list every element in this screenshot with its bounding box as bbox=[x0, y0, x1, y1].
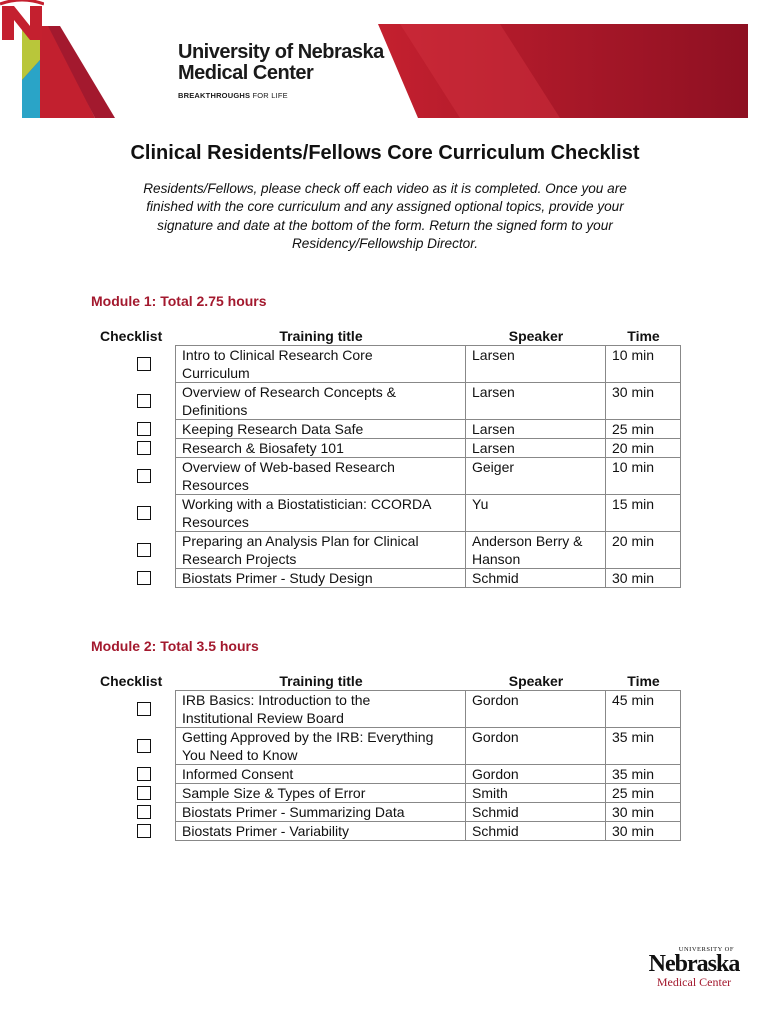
time-cell: 30 min bbox=[606, 803, 681, 822]
speaker-cell bbox=[466, 728, 606, 765]
speaker-cell bbox=[466, 765, 606, 784]
training-title-cell bbox=[176, 532, 466, 569]
speaker-cell bbox=[466, 495, 606, 532]
table-row bbox=[176, 532, 681, 569]
column-header-time: Time bbox=[627, 328, 660, 344]
column-header-time: Time bbox=[627, 673, 660, 689]
table-row bbox=[176, 458, 681, 495]
training-title-cell-line: You Need to Know bbox=[182, 747, 298, 763]
speaker-cell bbox=[466, 383, 606, 420]
speaker-cell-line: Larsen bbox=[472, 347, 515, 363]
time-cell: 20 min bbox=[606, 439, 681, 458]
module-2-table bbox=[175, 690, 681, 841]
training-title-cell-line: Institutional Review Board bbox=[182, 710, 344, 726]
speaker-cell-line: Gordon bbox=[472, 766, 519, 782]
table-row bbox=[176, 420, 681, 439]
logo-line-1: University of Nebraska bbox=[178, 41, 384, 63]
footer-logo-line-1: UNIVERSITY OF bbox=[678, 946, 734, 953]
speaker-cell-line: Smith bbox=[472, 785, 508, 801]
table-row bbox=[176, 691, 681, 728]
training-title-cell-line: Resources bbox=[182, 477, 249, 493]
table-row bbox=[176, 765, 681, 784]
speaker-cell-line: Schmid bbox=[472, 570, 519, 586]
completion-checkbox[interactable] bbox=[137, 824, 151, 838]
completion-checkbox[interactable] bbox=[137, 702, 151, 716]
time-cell: 45 min bbox=[606, 691, 681, 728]
training-title-cell bbox=[176, 383, 466, 420]
module-1-table bbox=[175, 345, 681, 588]
column-header-checklist: Checklist bbox=[100, 328, 163, 344]
column-header-title: Training title bbox=[279, 673, 363, 689]
speaker-cell bbox=[466, 346, 606, 383]
completion-checkbox[interactable] bbox=[137, 394, 151, 408]
time-cell: 15 min bbox=[606, 495, 681, 532]
speaker-cell-line: Larsen bbox=[472, 384, 515, 400]
table-row bbox=[176, 803, 681, 822]
speaker-cell bbox=[466, 691, 606, 728]
time-cell: 10 min bbox=[606, 346, 681, 383]
table-row bbox=[176, 383, 681, 420]
speaker-cell-line: Anderson Berry & bbox=[472, 533, 583, 549]
speaker-cell bbox=[466, 569, 606, 588]
training-title-cell-line: Biostats Primer - Study Design bbox=[182, 570, 373, 586]
time-cell: 20 min bbox=[606, 532, 681, 569]
training-title-cell bbox=[176, 803, 466, 822]
speaker-cell bbox=[466, 458, 606, 495]
speaker-cell-line: Larsen bbox=[472, 421, 515, 437]
training-title-cell-line: Research & Biosafety 101 bbox=[182, 440, 344, 456]
completion-checkbox[interactable] bbox=[137, 422, 151, 436]
unmc-wordmark bbox=[178, 42, 384, 100]
intro-line: Residents/Fellows, please check off each video as it is completed. Once you are bbox=[143, 181, 627, 196]
table-row bbox=[176, 495, 681, 532]
time-cell: 30 min bbox=[606, 569, 681, 588]
column-header-checklist: Checklist bbox=[100, 673, 163, 689]
training-title-cell-line: Resources bbox=[182, 514, 249, 530]
footer-logo-line-2: Nebraska bbox=[648, 951, 740, 977]
speaker-cell bbox=[466, 822, 606, 841]
time-cell: 35 min bbox=[606, 765, 681, 784]
speaker-cell-line: Gordon bbox=[472, 729, 519, 745]
intro-line: finished with the core curriculum and any assigned optional topics, provide your bbox=[146, 199, 624, 215]
table-row bbox=[176, 569, 681, 588]
logo-tagline bbox=[178, 91, 384, 100]
tagline-bold: BREAKTHROUGHS bbox=[178, 91, 251, 100]
training-title-cell bbox=[176, 784, 466, 803]
table-row bbox=[176, 728, 681, 765]
training-title-cell-line: Getting Approved by the IRB: Everything bbox=[182, 729, 434, 745]
training-title-cell-line: IRB Basics: Introduction to the bbox=[182, 692, 371, 708]
speaker-cell bbox=[466, 420, 606, 439]
training-title-cell-line: Overview of Web-based Research bbox=[182, 459, 395, 475]
speaker-cell-line: Hanson bbox=[472, 551, 521, 567]
footer-logo bbox=[644, 946, 744, 989]
tagline-light: FOR LIFE bbox=[252, 91, 288, 100]
table-row bbox=[176, 784, 681, 803]
training-title-cell-line: Keeping Research Data Safe bbox=[182, 421, 364, 437]
training-title-cell-line: Intro to Clinical Research Core bbox=[182, 347, 373, 363]
completion-checkbox[interactable] bbox=[137, 786, 151, 800]
completion-checkbox[interactable] bbox=[137, 543, 151, 557]
speaker-cell-line: Schmid bbox=[472, 804, 519, 820]
training-title-cell bbox=[176, 420, 466, 439]
completion-checkbox[interactable] bbox=[137, 506, 151, 520]
column-header-speaker: Speaker bbox=[508, 673, 564, 689]
banner-graphic bbox=[0, 0, 770, 120]
logo-line-2: Medical Center bbox=[178, 62, 314, 84]
training-title-cell bbox=[176, 765, 466, 784]
training-title-cell-line: Overview of Research Concepts & bbox=[182, 384, 396, 400]
speaker-cell-line: Larsen bbox=[472, 440, 515, 456]
module-2-title: Module 2: Total 3.5 hours bbox=[91, 638, 259, 654]
training-title-cell-line: Curriculum bbox=[182, 365, 250, 381]
speaker-cell-line: Gordon bbox=[472, 692, 519, 708]
training-title-cell-line: Biostats Primer - Variability bbox=[182, 823, 350, 839]
training-title-cell-line: Informed Consent bbox=[182, 766, 294, 782]
unmc-n-logo-icon bbox=[0, 0, 44, 44]
training-title-cell-line: Biostats Primer - Summarizing Data bbox=[182, 804, 405, 820]
training-title-cell bbox=[176, 569, 466, 588]
time-cell: 10 min bbox=[606, 458, 681, 495]
table-row bbox=[176, 439, 681, 458]
speaker-cell-line: Geiger bbox=[472, 459, 515, 475]
time-cell: 30 min bbox=[606, 822, 681, 841]
completion-checkbox[interactable] bbox=[137, 805, 151, 819]
time-cell: 35 min bbox=[606, 728, 681, 765]
training-title-cell bbox=[176, 822, 466, 841]
intro-paragraph bbox=[100, 180, 670, 253]
training-title-cell-line: Research Projects bbox=[182, 551, 297, 567]
table-row bbox=[176, 346, 681, 383]
speaker-cell bbox=[466, 532, 606, 569]
training-title-cell bbox=[176, 728, 466, 765]
completion-checkbox[interactable] bbox=[137, 571, 151, 585]
intro-line: Residency/Fellowship Director. bbox=[291, 235, 479, 251]
time-cell: 30 min bbox=[606, 383, 681, 420]
module-1-title: Module 1: Total 2.75 hours bbox=[91, 293, 267, 309]
table-row bbox=[176, 822, 681, 841]
training-title-cell-line: Definitions bbox=[182, 402, 248, 418]
training-title-cell-line: Sample Size & Types of Error bbox=[182, 785, 366, 801]
time-cell: 25 min bbox=[606, 784, 681, 803]
intro-line: signature and date at the bottom of the form. Return the signed form to your bbox=[157, 217, 613, 233]
training-title-cell-line: Preparing an Analysis Plan for Clinical bbox=[182, 533, 419, 549]
time-cell: 25 min bbox=[606, 420, 681, 439]
training-title-cell bbox=[176, 439, 466, 458]
speaker-cell bbox=[466, 803, 606, 822]
document-title: Clinical Residents/Fellows Core Curriculum Checklist bbox=[130, 142, 640, 164]
speaker-cell-line: Schmid bbox=[472, 823, 519, 839]
completion-checkbox[interactable] bbox=[137, 357, 151, 371]
completion-checkbox[interactable] bbox=[137, 739, 151, 753]
training-title-cell bbox=[176, 691, 466, 728]
column-header-title: Training title bbox=[279, 328, 363, 344]
training-title-cell bbox=[176, 495, 466, 532]
completion-checkbox[interactable] bbox=[137, 441, 151, 455]
speaker-cell-line: Yu bbox=[472, 496, 489, 512]
training-title-cell bbox=[176, 346, 466, 383]
header-banner bbox=[0, 0, 770, 120]
training-title-cell bbox=[176, 458, 466, 495]
footer-logo-line-3: Medical Center bbox=[656, 975, 732, 989]
speaker-cell bbox=[466, 784, 606, 803]
speaker-cell bbox=[466, 439, 606, 458]
completion-checkbox[interactable] bbox=[137, 469, 151, 483]
training-title-cell-line: Working with a Biostatistician: CCORDA bbox=[182, 496, 432, 512]
completion-checkbox[interactable] bbox=[137, 767, 151, 781]
column-header-speaker: Speaker bbox=[508, 328, 564, 344]
